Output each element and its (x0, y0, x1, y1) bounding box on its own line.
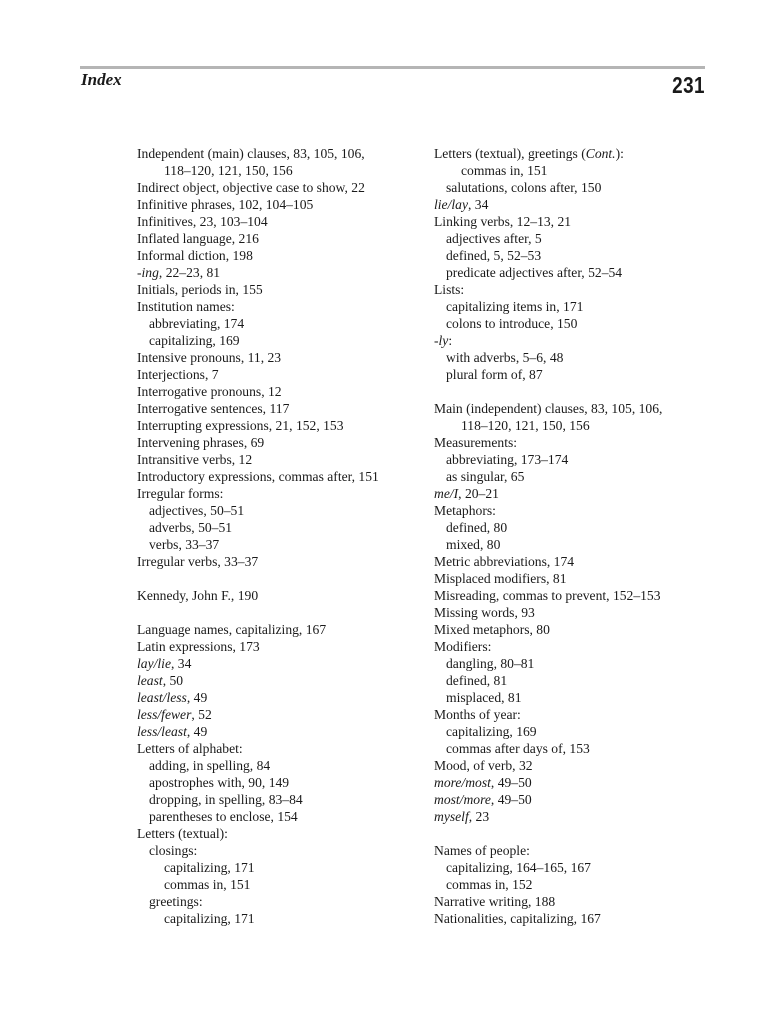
entry-text: Main (independent) clauses, 83, 105, 106, (434, 401, 663, 416)
spacer (434, 825, 724, 842)
index-subentry (137, 536, 427, 553)
italic-term: less/least (137, 724, 187, 739)
index-entry (137, 434, 427, 451)
index-subentry (434, 740, 724, 757)
index-entry (434, 434, 724, 451)
index-subentry (434, 366, 724, 383)
index-entry (137, 468, 427, 485)
index-subentry (137, 893, 427, 910)
index-entry (137, 638, 427, 655)
index-subentry (434, 349, 724, 366)
index-subentry (434, 672, 724, 689)
entry-text: Interrupting expressions, 21, 152, 153 (137, 418, 344, 433)
index-entry (137, 621, 427, 638)
index-entry (137, 689, 427, 706)
entry-text: , 49 (186, 690, 208, 705)
entry-text: colons to introduce, 150 (446, 316, 578, 331)
entry-text: Months of year: (434, 707, 521, 722)
entry-text: Modifiers: (434, 639, 492, 654)
italic-term: myself (434, 809, 469, 824)
index-entry (434, 332, 724, 349)
entry-text: mixed, 80 (446, 537, 501, 552)
spacer (434, 383, 724, 400)
entry-text: Irregular forms: (137, 486, 224, 501)
entry-text: Measurements: (434, 435, 518, 450)
entry-text: Letters (textual), greetings ( (434, 146, 586, 161)
italic-term: lay/lie (137, 656, 171, 671)
entry-text: Misreading, commas to prevent, 152–153 (434, 588, 661, 603)
entry-text: Letters (textual): (137, 826, 228, 841)
entry-text: Indirect object, objective case to show, 22 (137, 180, 365, 195)
entry-text: Kennedy, John F., 190 (137, 588, 259, 603)
index-entry (434, 621, 724, 638)
entry-text: capitalizing, 164–165, 167 (446, 860, 591, 875)
entry-text: , 49–50 (490, 792, 532, 807)
entry-text: closings: (149, 843, 198, 858)
entry-text: Informal diction, 198 (137, 248, 253, 263)
entry-text: defined, 81 (446, 673, 508, 688)
index-subentry (137, 774, 427, 791)
entry-text: Missing words, 93 (434, 605, 535, 620)
index-entry (137, 196, 427, 213)
entry-text: adjectives after, 5 (446, 231, 542, 246)
entry-text: Misplaced modifiers, 81 (434, 571, 567, 586)
index-entry (137, 145, 427, 162)
index-continuation (434, 162, 724, 179)
entry-text: capitalizing, 171 (164, 860, 255, 875)
index-subentry (434, 230, 724, 247)
index-entry (434, 502, 724, 519)
index-column-left (137, 145, 427, 927)
index-subentry (137, 757, 427, 774)
index-entry (137, 553, 427, 570)
index-continuation (434, 417, 724, 434)
index-entry (137, 213, 427, 230)
index-entry (137, 655, 427, 672)
entry-text: capitalizing, 169 (446, 724, 537, 739)
index-subentry (434, 859, 724, 876)
italic-term: me/I (434, 486, 459, 501)
index-entry (137, 247, 427, 264)
entry-text: Independent (main) clauses, 83, 105, 106, (137, 146, 365, 161)
index-subentry (434, 536, 724, 553)
index-subentry (434, 876, 724, 893)
index-entry (434, 638, 724, 655)
index-entry (434, 281, 724, 298)
index-entry (137, 366, 427, 383)
index-entry (434, 808, 724, 825)
index-subentry (434, 451, 724, 468)
entry-text: Names of people: (434, 843, 530, 858)
entry-text: Intransitive verbs, 12 (137, 452, 253, 467)
index-subentry (137, 502, 427, 519)
index-entry (434, 791, 724, 808)
entry-text: , 50 (162, 673, 184, 688)
entry-text: Infinitive phrases, 102, 104–105 (137, 197, 314, 212)
index-entry (434, 774, 724, 791)
entry-text: Nationalities, capitalizing, 167 (434, 911, 601, 926)
italic-term: less/fewer (137, 707, 192, 722)
entry-text: : (448, 333, 453, 348)
entry-text: capitalizing, 169 (149, 333, 240, 348)
entry-text: , 20–21 (458, 486, 499, 501)
entry-text: Metaphors: (434, 503, 496, 518)
index-subentry (434, 264, 724, 281)
index-entry (434, 587, 724, 604)
entry-text: Letters of alphabet: (137, 741, 243, 756)
entry-text: defined, 5, 52–53 (446, 248, 542, 263)
index-continuation (137, 876, 427, 893)
entry-text: defined, 80 (446, 520, 508, 535)
entry-text: capitalizing items in, 171 (446, 299, 584, 314)
index-entry (137, 417, 427, 434)
index-subentry (137, 332, 427, 349)
index-entry (137, 349, 427, 366)
entry-text: , 23 (468, 809, 490, 824)
italic-term: least (137, 673, 163, 688)
entry-text: abbreviating, 174 (149, 316, 245, 331)
index-entry (434, 145, 724, 162)
index-subentry (137, 315, 427, 332)
spacer (137, 604, 427, 621)
italic-term: least/less (137, 690, 187, 705)
index-entry (137, 672, 427, 689)
entry-text: 118–120, 121, 150, 156 (461, 418, 590, 433)
index-entry (434, 400, 724, 417)
entry-text: Linking verbs, 12–13, 21 (434, 214, 572, 229)
entry-text: ): (615, 146, 624, 161)
entry-text: Introductory expressions, commas after, 151 (137, 469, 379, 484)
index-entry (137, 723, 427, 740)
index-entry (137, 485, 427, 502)
entry-text: Language names, capitalizing, 167 (137, 622, 327, 637)
entry-text: Lists: (434, 282, 465, 297)
entry-text: Latin expressions, 173 (137, 639, 260, 654)
entry-text: Narrative writing, 188 (434, 894, 556, 909)
entry-text: parentheses to enclose, 154 (149, 809, 298, 824)
index-entry (137, 706, 427, 723)
entry-text: commas in, 152 (446, 877, 533, 892)
entry-text: plural form of, 87 (446, 367, 543, 382)
index-entry (137, 740, 427, 757)
index-subentry (434, 655, 724, 672)
entry-text: commas in, 151 (164, 877, 251, 892)
entry-text: Intensive pronouns, 11, 23 (137, 350, 282, 365)
index-continuation (137, 910, 427, 927)
index-column-right (434, 145, 724, 927)
entry-text: 118–120, 121, 150, 156 (164, 163, 293, 178)
italic-term: more/most (434, 775, 491, 790)
entry-text: adverbs, 50–51 (149, 520, 233, 535)
index-subentry (434, 247, 724, 264)
entry-text: as singular, 65 (446, 469, 525, 484)
entry-text: Initials, periods in, 155 (137, 282, 263, 297)
header-rule (80, 66, 705, 69)
entry-text: Infinitives, 23, 103–104 (137, 214, 268, 229)
index-subentry (434, 298, 724, 315)
entry-text: misplaced, 81 (446, 690, 522, 705)
index-entry (137, 298, 427, 315)
entry-text: , 49–50 (490, 775, 532, 790)
entry-text: Institution names: (137, 299, 235, 314)
entry-text: Irregular verbs, 33–37 (137, 554, 259, 569)
index-entry (434, 553, 724, 570)
index-entry (137, 383, 427, 400)
index-entry (137, 451, 427, 468)
entry-text: Mixed metaphors, 80 (434, 622, 550, 637)
index-subentry (434, 519, 724, 536)
index-subentry (137, 842, 427, 859)
entry-text: commas in, 151 (461, 163, 548, 178)
index-subentry (137, 808, 427, 825)
entry-text: Metric abbreviations, 174 (434, 554, 575, 569)
entry-text: dangling, 80–81 (446, 656, 535, 671)
index-entry (434, 893, 724, 910)
running-head: Index (81, 70, 122, 89)
entry-text: adding, in spelling, 84 (149, 758, 271, 773)
entry-text: dropping, in spelling, 83–84 (149, 792, 303, 807)
index-subentry (434, 468, 724, 485)
entry-text: abbreviating, 173–174 (446, 452, 569, 467)
index-entry (137, 230, 427, 247)
index-subentry (434, 723, 724, 740)
index-entry (434, 196, 724, 213)
index-subentry (434, 689, 724, 706)
entry-text: predicate adjectives after, 52–54 (446, 265, 623, 280)
entry-text: Interjections, 7 (137, 367, 219, 382)
page-number: 231 (672, 72, 705, 98)
italic-term: most/more (434, 792, 491, 807)
italic-term: Cont. (585, 146, 616, 161)
entry-text: greetings: (149, 894, 203, 909)
index-entry (434, 910, 724, 927)
entry-text: with adverbs, 5–6, 48 (446, 350, 564, 365)
index-entry (434, 604, 724, 621)
entry-text: Interrogative sentences, 117 (137, 401, 290, 416)
index-entry (137, 264, 427, 281)
italic-term: lie/lay (434, 197, 468, 212)
index-continuation (137, 859, 427, 876)
index-entry (137, 400, 427, 417)
index-entry (434, 842, 724, 859)
index-entry (137, 179, 427, 196)
italic-term: -ing (137, 265, 159, 280)
entry-text: adjectives, 50–51 (149, 503, 245, 518)
index-entry (137, 587, 427, 604)
entry-text: apostrophes with, 90, 149 (149, 775, 290, 790)
entry-text: , 52 (191, 707, 212, 722)
entry-text: Intervening phrases, 69 (137, 435, 265, 450)
entry-text: Mood, of verb, 32 (434, 758, 533, 773)
index-entry (434, 706, 724, 723)
entry-text: Interrogative pronouns, 12 (137, 384, 282, 399)
index-subentry (434, 315, 724, 332)
entry-text: verbs, 33–37 (149, 537, 220, 552)
entry-text: , 49 (186, 724, 208, 739)
index-entry (137, 281, 427, 298)
entry-text: capitalizing, 171 (164, 911, 255, 926)
index-entry (434, 485, 724, 502)
entry-text: commas after days of, 153 (446, 741, 590, 756)
entry-text: salutations, colons after, 150 (446, 180, 602, 195)
spacer (137, 570, 427, 587)
index-entry (434, 570, 724, 587)
index-subentry (137, 791, 427, 808)
index-entry (434, 757, 724, 774)
entry-text: , 34 (467, 197, 489, 212)
index-subentry (137, 519, 427, 536)
entry-text: , 34 (170, 656, 192, 671)
index-subentry (434, 179, 724, 196)
index-continuation (137, 162, 427, 179)
index-entry (434, 213, 724, 230)
entry-text: , 22–23, 81 (158, 265, 221, 280)
entry-text: Inflated language, 216 (137, 231, 259, 246)
index-entry (137, 825, 427, 842)
italic-term: -ly (434, 333, 449, 348)
